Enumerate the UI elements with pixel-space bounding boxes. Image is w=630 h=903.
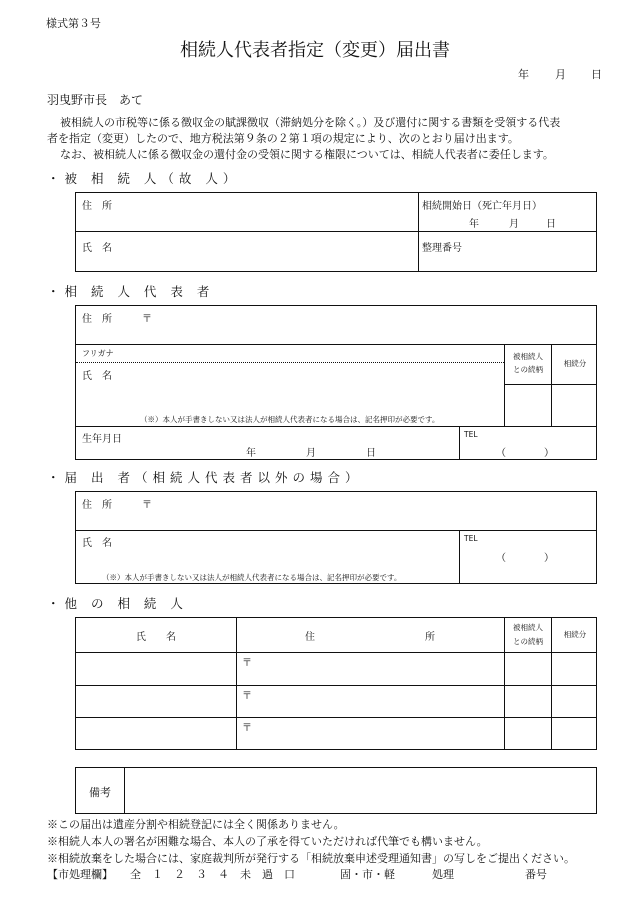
divider [76,362,504,363]
date-year-label: 年 [518,68,529,81]
rep-birth-month[interactable]: 月 [306,448,316,459]
others-row-3-share[interactable] [552,718,596,748]
rep-furigana-label: フリガナ [82,349,114,358]
others-row-2-address[interactable] [237,686,503,716]
deceased-start-month[interactable]: 月 [509,219,519,230]
others-row-1-share[interactable] [552,653,596,684]
divider [76,426,596,427]
others-row-1-relation[interactable] [505,653,550,684]
deceased-name-field[interactable] [76,249,416,271]
rep-address-field[interactable] [76,322,596,342]
rep-address-label: 住 所 [82,314,112,325]
date-month-label: 月 [555,68,566,81]
filer-name-field[interactable] [76,546,457,570]
rep-tel-close: ） [544,448,554,459]
remarks-box [75,767,597,814]
footnote-3: ※相続放棄をした場合には、家庭裁判所が発行する「相続放棄申述受理通知書」の写しをご提出ください。 [47,852,575,865]
others-col-name: 氏 名 [136,632,176,643]
others-col-share: 相続分 [563,630,587,639]
rep-share-field[interactable] [552,386,596,425]
rep-birth-label: 生年月日 [82,434,122,445]
intro-line-1: 被相続人の市税等に係る徴収金の賦課徴収（滞納処分を除く。）及び還付に関する書類を受領する代表 [60,116,561,129]
tel-icon: TEL [464,534,478,543]
date-day-label: 日 [591,68,602,81]
filer-address-label: 住 所 [82,500,112,511]
rep-signature-note: （※）本人が手書きしない又は法人が相続人代表者になる場合は、記名押印が必要です。 [140,415,440,424]
representative-table [75,305,597,460]
section-others-heading: ・他 の 相 続 人 [47,596,188,611]
filer-tel-close: ） [544,553,554,564]
rep-tel-field[interactable] [461,440,596,458]
others-row-1-name[interactable] [76,653,235,684]
rep-birth-day[interactable]: 日 [366,448,376,459]
intro-line-3: なお、被相続人に係る徴収金の還付金の受領に関する権限については、相続人代表者に委任します。 [60,148,554,161]
others-row-2-relation[interactable] [505,686,550,716]
others-row-2-share[interactable] [552,686,596,716]
others-col-address: 住 所 [305,632,435,643]
deceased-name-label: 氏 名 [82,243,112,254]
tel-icon: TEL [464,430,478,439]
others-row-1-address[interactable] [237,653,503,684]
rep-relation-label-2: との続柄 [513,365,543,374]
rep-birth-year[interactable]: 年 [246,448,256,459]
rep-relation-field[interactable] [505,386,550,425]
remarks-field[interactable] [126,770,594,810]
filer-tel-open: （ [496,553,506,564]
office-use-codes: 全 １ ２ ３ ４ 未 過 口 [130,868,295,881]
section-representative-heading: ・相 続 人 代 表 者 [47,284,215,299]
rep-relation-label-1: 被相続人 [513,352,543,361]
postal-mark: 〒 [142,500,152,511]
filer-table [75,491,597,584]
rep-furigana-field[interactable] [136,346,502,361]
divider [459,530,460,583]
rep-relation-header [505,350,551,376]
office-use-process-label: 処理 [432,868,454,881]
remarks-label: 備考 [89,786,111,799]
divider [459,426,460,459]
others-row-2-name[interactable] [76,686,235,716]
filer-signature-note: （※）本人が手書きしない又は法人が相続人代表者になる場合は、記名押印が必要です。 [102,573,402,582]
others-col-relation-2: との続柄 [513,637,543,646]
deceased-start-year[interactable]: 年 [469,219,479,230]
rep-tel-open: （ [496,448,506,459]
form-number: 様式第３号 [46,17,101,30]
deceased-ref-no-field[interactable] [420,249,596,271]
rep-share-label: 相続分 [563,359,587,368]
postal-mark: 〒 [242,691,252,702]
intro-line-2: 者を指定（変更）したので、地方税法第９条の２第１項の規定により、次のとおり届け出ます。 [47,132,519,145]
deceased-address-label: 住 所 [82,201,112,212]
deceased-start-day[interactable]: 日 [546,219,556,230]
others-table [75,617,597,750]
filer-name-label: 氏 名 [82,538,112,549]
others-row-3-address[interactable] [237,718,503,748]
deceased-ref-no-label: 整理番号 [422,243,462,254]
postal-mark: 〒 [142,314,152,325]
office-use-categories: 固・市・軽 [340,868,395,881]
footnote-1: ※この届出は遺産分割や相続登記には全く関係ありません。 [47,818,345,831]
filer-address-field[interactable] [76,508,596,528]
page-title: 相続人代表者指定（変更）届出書 [180,40,450,61]
others-col-relation-1: 被相続人 [513,623,543,632]
section-filer-heading: ・届 出 者（相続人代表者以外の場合） [47,470,363,485]
deceased-start-date-label: 相続開始日（死亡年月日） [422,201,542,212]
others-col-relation [505,621,551,649]
footnote-2: ※相続人本人の署名が困難な場合、本人の了承を得ていただければ代筆でも構いません。 [47,835,488,848]
divider [76,344,596,345]
deceased-address-field[interactable] [76,207,416,229]
deceased-table [75,192,597,272]
divider [76,231,596,232]
office-use-label: 【市処理欄】 [47,868,113,881]
section-deceased-heading: ・被 相 続 人（故 人） [47,171,241,186]
others-row-3-relation[interactable] [505,718,550,748]
addressee: 羽曳野市長 あて [47,93,144,107]
office-use-number-label: 番号 [525,868,547,881]
filer-tel-field[interactable] [461,544,596,564]
divider [504,384,596,385]
divider [124,768,125,813]
rep-name-label: 氏 名 [82,371,112,382]
divider [76,530,596,531]
rep-name-field[interactable] [76,378,502,408]
others-row-3-name[interactable] [76,718,235,748]
divider [418,193,419,271]
postal-mark: 〒 [242,723,252,734]
postal-mark: 〒 [242,658,252,669]
